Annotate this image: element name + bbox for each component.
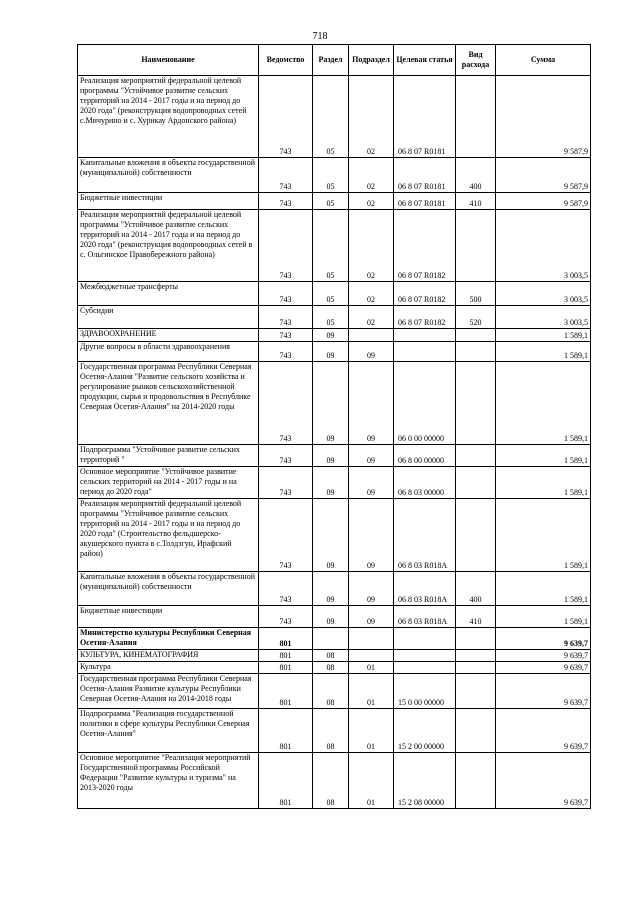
cell-dept: 743 (259, 445, 313, 467)
cell-section (313, 628, 349, 650)
cell-dept: 743 (259, 158, 313, 193)
cell-sum: 1 589,1 (496, 342, 591, 362)
cell-sum: 1 589,1 (496, 467, 591, 499)
table-row (78, 572, 591, 606)
cell-dept: 743 (259, 329, 313, 342)
cell-exp-type: 500 (456, 282, 496, 306)
cell-sum: 9 639,7 (496, 662, 591, 674)
cell-sum: 1 589,1 (496, 362, 591, 445)
cell-section: 05 (313, 76, 349, 158)
cell-section: 05 (313, 210, 349, 282)
cell-target: 15 2 08 00000 (394, 753, 456, 809)
cell-exp-type (456, 342, 496, 362)
cell-target (394, 342, 456, 362)
cell-name: КУЛЬТУРА, КИНЕМАТОГРАФИЯ (78, 650, 259, 662)
cell-sum: 9 639,7 (496, 709, 591, 753)
cell-target: 06 8 07 R0182 (394, 282, 456, 306)
cell-dept: 801 (259, 674, 313, 709)
cell-dept: 743 (259, 282, 313, 306)
cell-subsection: 01 (349, 674, 394, 709)
cell-dept: 743 (259, 467, 313, 499)
cell-dept: 801 (259, 628, 313, 650)
cell-exp-type (456, 499, 496, 572)
cell-exp-type (456, 329, 496, 342)
cell-sum: 9 587,9 (496, 158, 591, 193)
cell-target (394, 329, 456, 342)
header-section: Раздел (313, 45, 349, 76)
page-number: 718 (312, 31, 328, 42)
cell-target: 06 8 07 R0181 (394, 193, 456, 210)
cell-name: Реализация мероприятий федеральной целевой программы "Устойчивое развитие сельских территорий на 2014 - 2017 годы и на период до 2020 года" (реконструкция водопроводных сетей с.Мичурино и с. Хурикау Ардонского района) (78, 76, 259, 158)
cell-section: 05 (313, 282, 349, 306)
cell-section: 08 (313, 674, 349, 709)
table-row (78, 709, 591, 753)
cell-sum: 9 587,9 (496, 76, 591, 158)
cell-subsection: 09 (349, 362, 394, 445)
cell-dept: 743 (259, 572, 313, 606)
cell-section: 09 (313, 606, 349, 628)
table-row (78, 158, 591, 193)
cell-name: Основное мероприятие "Устойчивое развитие сельских территорий на 2014 - 2017 годы и на период до 2020 года" (78, 467, 259, 499)
header-row (78, 45, 591, 76)
cell-subsection: 09 (349, 467, 394, 499)
cell-target: 06 8 07 R0182 (394, 306, 456, 329)
header-target: Целевая статья (394, 45, 456, 76)
cell-target: 06 8 07 R0182 (394, 210, 456, 282)
table-row (78, 193, 591, 210)
cell-subsection: 02 (349, 193, 394, 210)
table-row (78, 467, 591, 499)
cell-exp-type (456, 650, 496, 662)
cell-sum: 3 003,5 (496, 306, 591, 329)
cell-name: Основное мероприятие "Реализация мероприятий Государственной программы Российской Федерации "Развитие культуры и туризма" на 2013-2020 годы (78, 753, 259, 809)
cell-exp-type: 410 (456, 606, 496, 628)
cell-sum: 9 639,7 (496, 753, 591, 809)
cell-exp-type (456, 76, 496, 158)
cell-subsection (349, 628, 394, 650)
table-row (78, 662, 591, 674)
cell-target: 06 8 03 R018A (394, 499, 456, 572)
cell-dept: 743 (259, 362, 313, 445)
cell-dept: 801 (259, 662, 313, 674)
cell-exp-type: 410 (456, 193, 496, 210)
cell-section: 09 (313, 467, 349, 499)
cell-name: Межбюджетные трансферты (78, 282, 259, 306)
cell-dept: 743 (259, 193, 313, 210)
cell-target: 06 8 00 00000 (394, 445, 456, 467)
cell-dept: 743 (259, 306, 313, 329)
cell-subsection: 02 (349, 282, 394, 306)
table-row (78, 674, 591, 709)
cell-section: 05 (313, 193, 349, 210)
cell-section: 08 (313, 650, 349, 662)
cell-name: Другие вопросы в области здравоохранения (78, 342, 259, 362)
cell-subsection: 09 (349, 342, 394, 362)
cell-section: 09 (313, 362, 349, 445)
cell-dept: 743 (259, 499, 313, 572)
table-row (78, 282, 591, 306)
cell-exp-type (456, 445, 496, 467)
budget-table (77, 44, 591, 809)
cell-exp-type: 400 (456, 572, 496, 606)
cell-section: 05 (313, 158, 349, 193)
cell-sum: 1 589,1 (496, 329, 591, 342)
cell-exp-type: 520 (456, 306, 496, 329)
cell-exp-type (456, 210, 496, 282)
header-exp-type: Вид расхода (456, 45, 496, 76)
header-dept: Ведомство (259, 45, 313, 76)
cell-target (394, 662, 456, 674)
table-row (78, 499, 591, 572)
cell-sum: 9 639,7 (496, 650, 591, 662)
cell-subsection: 09 (349, 572, 394, 606)
cell-exp-type (456, 674, 496, 709)
cell-name: Реализация мероприятий федеральной целевой программы "Устойчивое развитие сельских территорий на 2014 - 2017 годы и на период до 2020 года" (реконструкция водопроводных сетей в с. Ольгинское Правобережного района) (78, 210, 259, 282)
cell-exp-type (456, 753, 496, 809)
cell-dept: 743 (259, 210, 313, 282)
cell-subsection: 01 (349, 662, 394, 674)
cell-exp-type (456, 628, 496, 650)
cell-subsection: 01 (349, 709, 394, 753)
table-row (78, 306, 591, 329)
cell-target: 06 0 00 00000 (394, 362, 456, 445)
cell-section: 09 (313, 499, 349, 572)
cell-name: Бюджетные инвестиции (78, 606, 259, 628)
cell-sum: 9 639,7 (496, 674, 591, 709)
cell-target: 06 8 07 R0181 (394, 158, 456, 193)
cell-subsection: 09 (349, 606, 394, 628)
cell-subsection: 02 (349, 158, 394, 193)
cell-subsection (349, 650, 394, 662)
header-name: Наименование (78, 45, 259, 76)
cell-name: Государственная программа Республики Северная Осетия-Алания Развитие культуры Республики Северная Осетия-Алания на 2014-2018 годы (78, 674, 259, 709)
cell-target: 06 8 07 R0181 (394, 76, 456, 158)
cell-section: 08 (313, 709, 349, 753)
cell-sum: 1 589,1 (496, 606, 591, 628)
header-subsection: Подраздел (349, 45, 394, 76)
cell-sum: 9 639,7 (496, 628, 591, 650)
cell-exp-type (456, 662, 496, 674)
cell-subsection: 09 (349, 445, 394, 467)
cell-exp-type (456, 709, 496, 753)
table-row (78, 628, 591, 650)
table-row (78, 362, 591, 445)
cell-target: 06 8 03 R018A (394, 572, 456, 606)
table-row (78, 76, 591, 158)
cell-dept: 801 (259, 709, 313, 753)
cell-sum: 3 003,5 (496, 282, 591, 306)
cell-exp-type (456, 362, 496, 445)
cell-section: 09 (313, 572, 349, 606)
cell-sum: 1 589,1 (496, 499, 591, 572)
cell-subsection: 02 (349, 76, 394, 158)
table-row (78, 329, 591, 342)
table-row (78, 445, 591, 467)
cell-subsection: 09 (349, 499, 394, 572)
cell-target (394, 650, 456, 662)
table-row (78, 650, 591, 662)
cell-dept: 743 (259, 342, 313, 362)
table-row (78, 342, 591, 362)
cell-sum: 1 589,1 (496, 445, 591, 467)
cell-section: 09 (313, 342, 349, 362)
cell-name: Бюджетные инвестиции (78, 193, 259, 210)
cell-section: 05 (313, 306, 349, 329)
cell-sum: 9 587,9 (496, 193, 591, 210)
cell-exp-type: 400 (456, 158, 496, 193)
cell-section: 08 (313, 662, 349, 674)
cell-sum: 1 589,1 (496, 572, 591, 606)
cell-name: ЗДРАВООХРАНЕНИЕ (78, 329, 259, 342)
cell-name: Капитальные вложения в объекты государственной (муниципальной) собственности (78, 572, 259, 606)
cell-name: Подпрограмма "Реализация государственной политики в сфере культуры Республики Северная Осетия-Алания" (78, 709, 259, 753)
cell-target: 06 8 03 00000 (394, 467, 456, 499)
cell-name: Капитальные вложения в объекты государственной (муниципальной) собственности (78, 158, 259, 193)
cell-target: 15 0 00 00000 (394, 674, 456, 709)
cell-name: Субсидии (78, 306, 259, 329)
cell-dept: 743 (259, 76, 313, 158)
cell-target: 15 2 00 00000 (394, 709, 456, 753)
cell-name: Подпрограмма "Устойчивое развитие сельских территорий " (78, 445, 259, 467)
cell-subsection: 02 (349, 306, 394, 329)
cell-subsection: 01 (349, 753, 394, 809)
cell-section: 09 (313, 329, 349, 342)
cell-dept: 743 (259, 606, 313, 628)
cell-dept: 801 (259, 753, 313, 809)
cell-exp-type (456, 467, 496, 499)
cell-sum: 3 003,5 (496, 210, 591, 282)
cell-name: Культура (78, 662, 259, 674)
cell-name: Реализация мероприятий федеральной целевой программы "Устойчивое развитие сельских территорий на 2014 - 2017 годы и на период до 2020 года" (Строительство фельдшерско-акушерского пункта в с.Толдзгун, Ирафский район) (78, 499, 259, 572)
cell-target: 06 8 03 R018A (394, 606, 456, 628)
table-row (78, 753, 591, 809)
cell-section: 09 (313, 445, 349, 467)
table-row (78, 606, 591, 628)
cell-name: Министерство культуры Республики Северная Осетия-Алания (78, 628, 259, 650)
cell-target (394, 628, 456, 650)
cell-subsection: 02 (349, 210, 394, 282)
cell-section: 08 (313, 753, 349, 809)
table-row (78, 210, 591, 282)
cell-name: Государственная программа Республики Северная Осетия-Алания "Развитие сельского хозяйства и регулирование рынков сельскохозяйственной продукции, сырья и продовольствия в Республике Северная Осетия-Алания" на 2014-2020 годы (78, 362, 259, 445)
cell-dept: 801 (259, 650, 313, 662)
header-sum: Сумма (496, 45, 591, 76)
cell-subsection (349, 329, 394, 342)
